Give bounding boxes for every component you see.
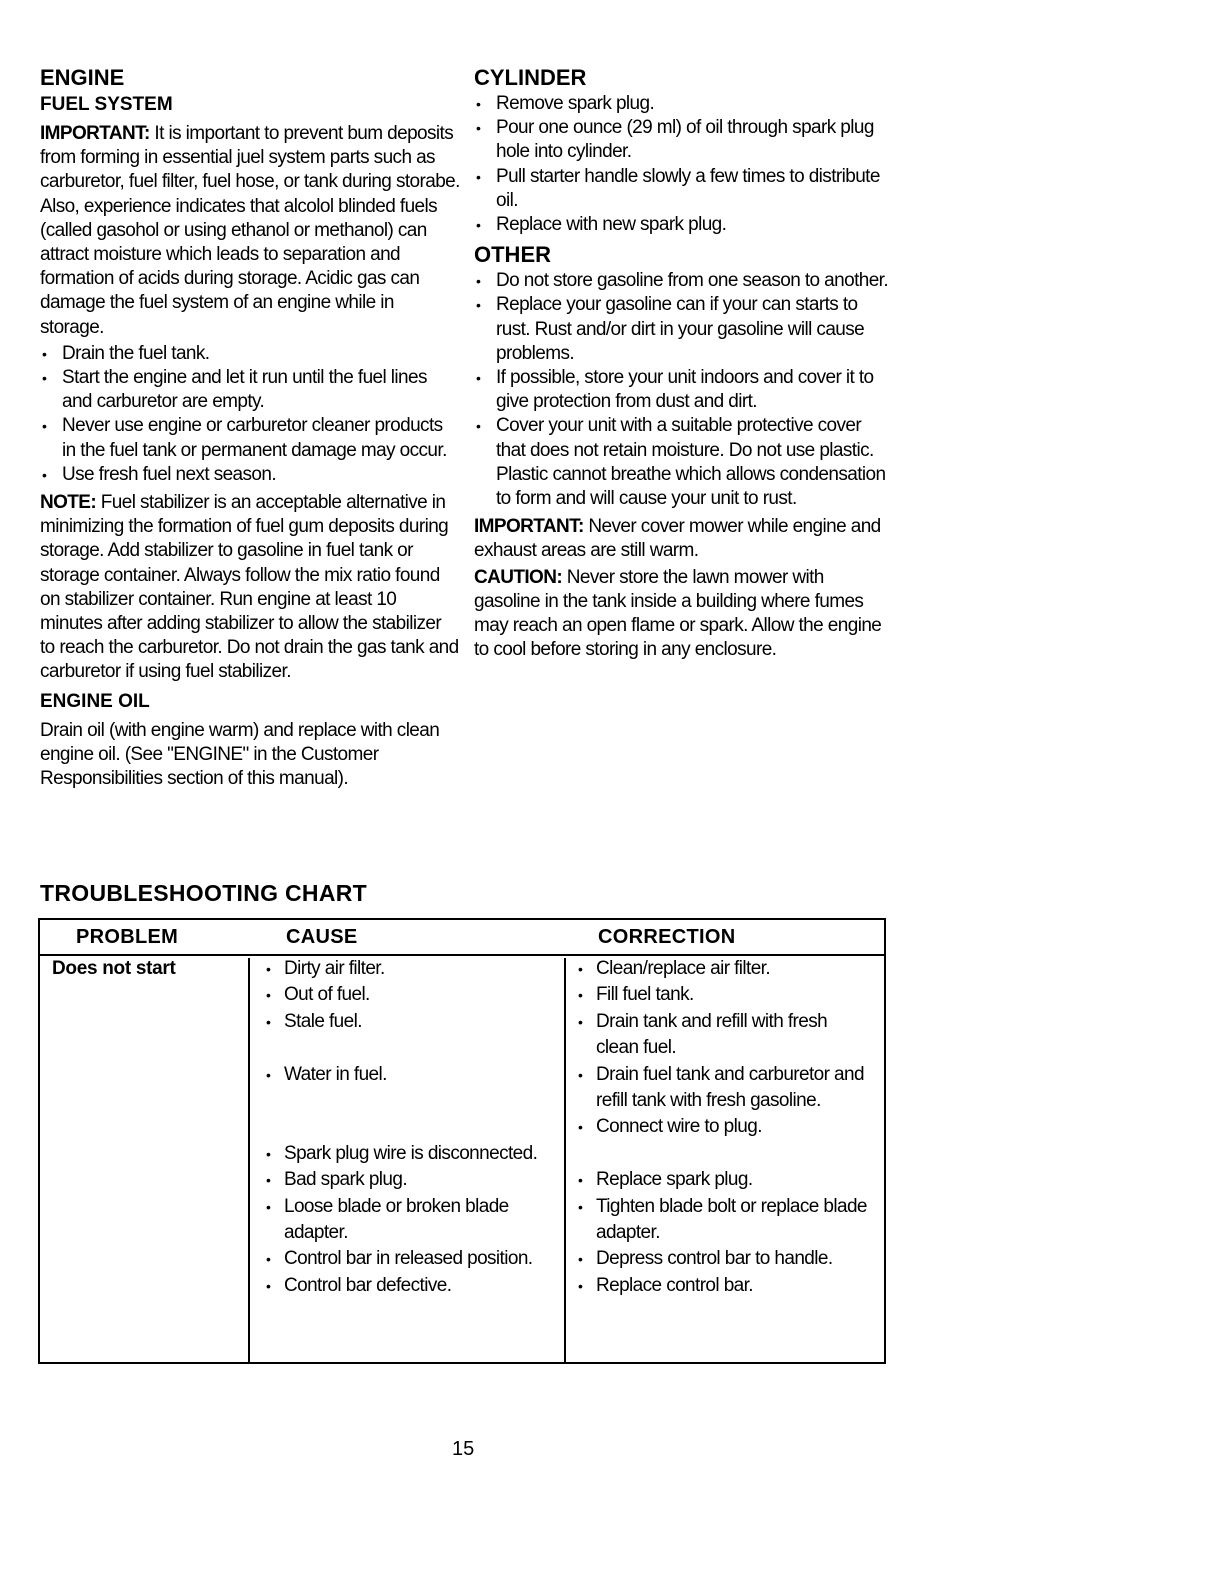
list-item: • Drain the fuel tank.	[40, 342, 460, 366]
page-number: 15	[452, 1438, 475, 1460]
cause-item: • Water in fuel.	[266, 1062, 556, 1088]
important-label: IMPORTANT:	[40, 123, 150, 144]
correction-header: CORRECTION	[598, 926, 736, 948]
list-item: • Replace with new spark plug.	[474, 213, 894, 237]
note-paragraph	[40, 491, 460, 685]
other-heading: OTHER	[474, 242, 551, 268]
other-bullet-list	[474, 269, 894, 511]
problem-header: PROBLEM	[76, 926, 179, 948]
list-item: • Never use engine or carburetor cleaner products in the fuel tank or permanent damage may occur.	[40, 414, 460, 462]
important-text: It is important to prevent bum deposits from forming in essential juel system parts such as carburetor, fuel filter, fuel hose, or tank during storabe. Also, experience indicates that alcolol blinded fuels (called gasohol or using ethanol or methanol) can attract moisture which leads to separation and formation of acids during storage. Acidic gas can damage the fuel system of an engine while in storage.	[40, 123, 460, 338]
list-item: • Remove spark plug.	[474, 92, 894, 116]
cause-cell	[266, 956, 556, 1303]
important-label: IMPORTANT:	[474, 516, 584, 538]
correction-item: • Replace control bar.	[578, 1273, 868, 1299]
fuel-important-paragraph	[40, 122, 460, 340]
engine-oil-heading: ENGINE OIL	[40, 690, 150, 712]
engine-heading: ENGINE	[40, 65, 125, 90]
caution-paragraph	[474, 566, 894, 663]
column-divider	[248, 958, 250, 1362]
cause-item: • Control bar in released position.	[266, 1246, 556, 1272]
correction-item: • Clean/replace air filter.	[578, 956, 868, 982]
caution-text: Never store the lawn mower with gasoline in the tank inside a building where fumes may reach an open flame or spark. Allow the engine to cool before storing in any enclosure.	[474, 566, 882, 661]
fuel-system-heading: FUEL SYSTEM	[40, 94, 173, 115]
cause-item: • Control bar defective.	[266, 1273, 556, 1299]
note-text: Fuel stabilizer is an acceptable alternative in minimizing the formation of fuel gum deposits during storage. Add stabilizer to gasoline in fuel tank or storage container. Always follow the mix ratio found on stabilizer container. Run engine at least 10 minutes after adding stabilizer to allow the stabilizer to reach the carburetor. Do not drain the gas tank and carburetor if using fuel stabilizer.	[40, 492, 459, 683]
correction-item: • Depress control bar to handle.	[578, 1246, 868, 1272]
cause-item: • Loose blade or broken blade adapter.	[266, 1194, 556, 1247]
list-item: • Do not store gasoline from one season to another.	[474, 269, 894, 293]
cause-header: CAUSE	[286, 926, 358, 948]
cause-item: • Spark plug wire is disconnected.	[266, 1141, 556, 1167]
right-column	[474, 64, 894, 664]
list-item: • Pour one ounce (29 ml) of oil through spark plug hole into cylinder.	[474, 116, 894, 164]
list-item: • Cover your unit with a suitable protective cover that does not retain moisture. Do not use plastic. Plastic cannot breathe which allows condensation to form and will cause your unit to rust.	[474, 414, 894, 511]
problem-cell: Does not start	[52, 958, 176, 979]
correction-cell	[578, 956, 868, 1303]
left-column	[40, 64, 460, 793]
list-item: • Start the engine and let it run until the fuel lines and carburetor are empty.	[40, 366, 460, 414]
correction-item: • Connect wire to plug.	[578, 1114, 868, 1140]
cause-item: • Bad spark plug.	[266, 1167, 556, 1193]
cylinder-bullet-list	[474, 92, 894, 237]
cause-item: • Dirty air filter.	[266, 956, 556, 982]
correction-item: • Tighten blade bolt or replace blade adapter.	[578, 1194, 868, 1247]
correction-item: • Replace spark plug.	[578, 1167, 868, 1193]
list-item: • If possible, store your unit indoors and cover it to give protection from dust and dirt.	[474, 366, 894, 414]
list-item: • Pull starter handle slowly a few times to distribute oil.	[474, 165, 894, 213]
troubleshooting-table	[38, 918, 886, 1364]
troubleshooting-title: TROUBLESHOOTING CHART	[40, 880, 368, 906]
column-divider	[564, 958, 566, 1362]
correction-item: • Drain fuel tank and carburetor and refill tank with fresh gasoline.	[578, 1062, 868, 1115]
cause-item: • Out of fuel.	[266, 982, 556, 1008]
note-label: NOTE:	[40, 492, 97, 514]
right-important-paragraph	[474, 515, 894, 563]
list-item: • Replace your gasoline can if your can starts to rust. Rust and/or dirt in your gasoline will cause problems.	[474, 293, 894, 366]
cylinder-heading: CYLINDER	[474, 65, 587, 90]
important-text: Never cover mower while engine and exhaust areas are still warm.	[474, 516, 881, 562]
caution-label: CAUTION:	[474, 566, 563, 588]
fuel-bullet-list	[40, 342, 460, 487]
cause-item: • Stale fuel.	[266, 1009, 556, 1035]
correction-item: • Drain tank and refill with fresh clean fuel.	[578, 1009, 868, 1062]
list-item: • Use fresh fuel next season.	[40, 463, 460, 487]
correction-item: • Fill fuel tank.	[578, 982, 868, 1008]
engine-oil-text: Drain oil (with engine warm) and replace with clean engine oil. (See "ENGINE" in the Customer Responsibilities section of this manual).	[40, 719, 440, 790]
